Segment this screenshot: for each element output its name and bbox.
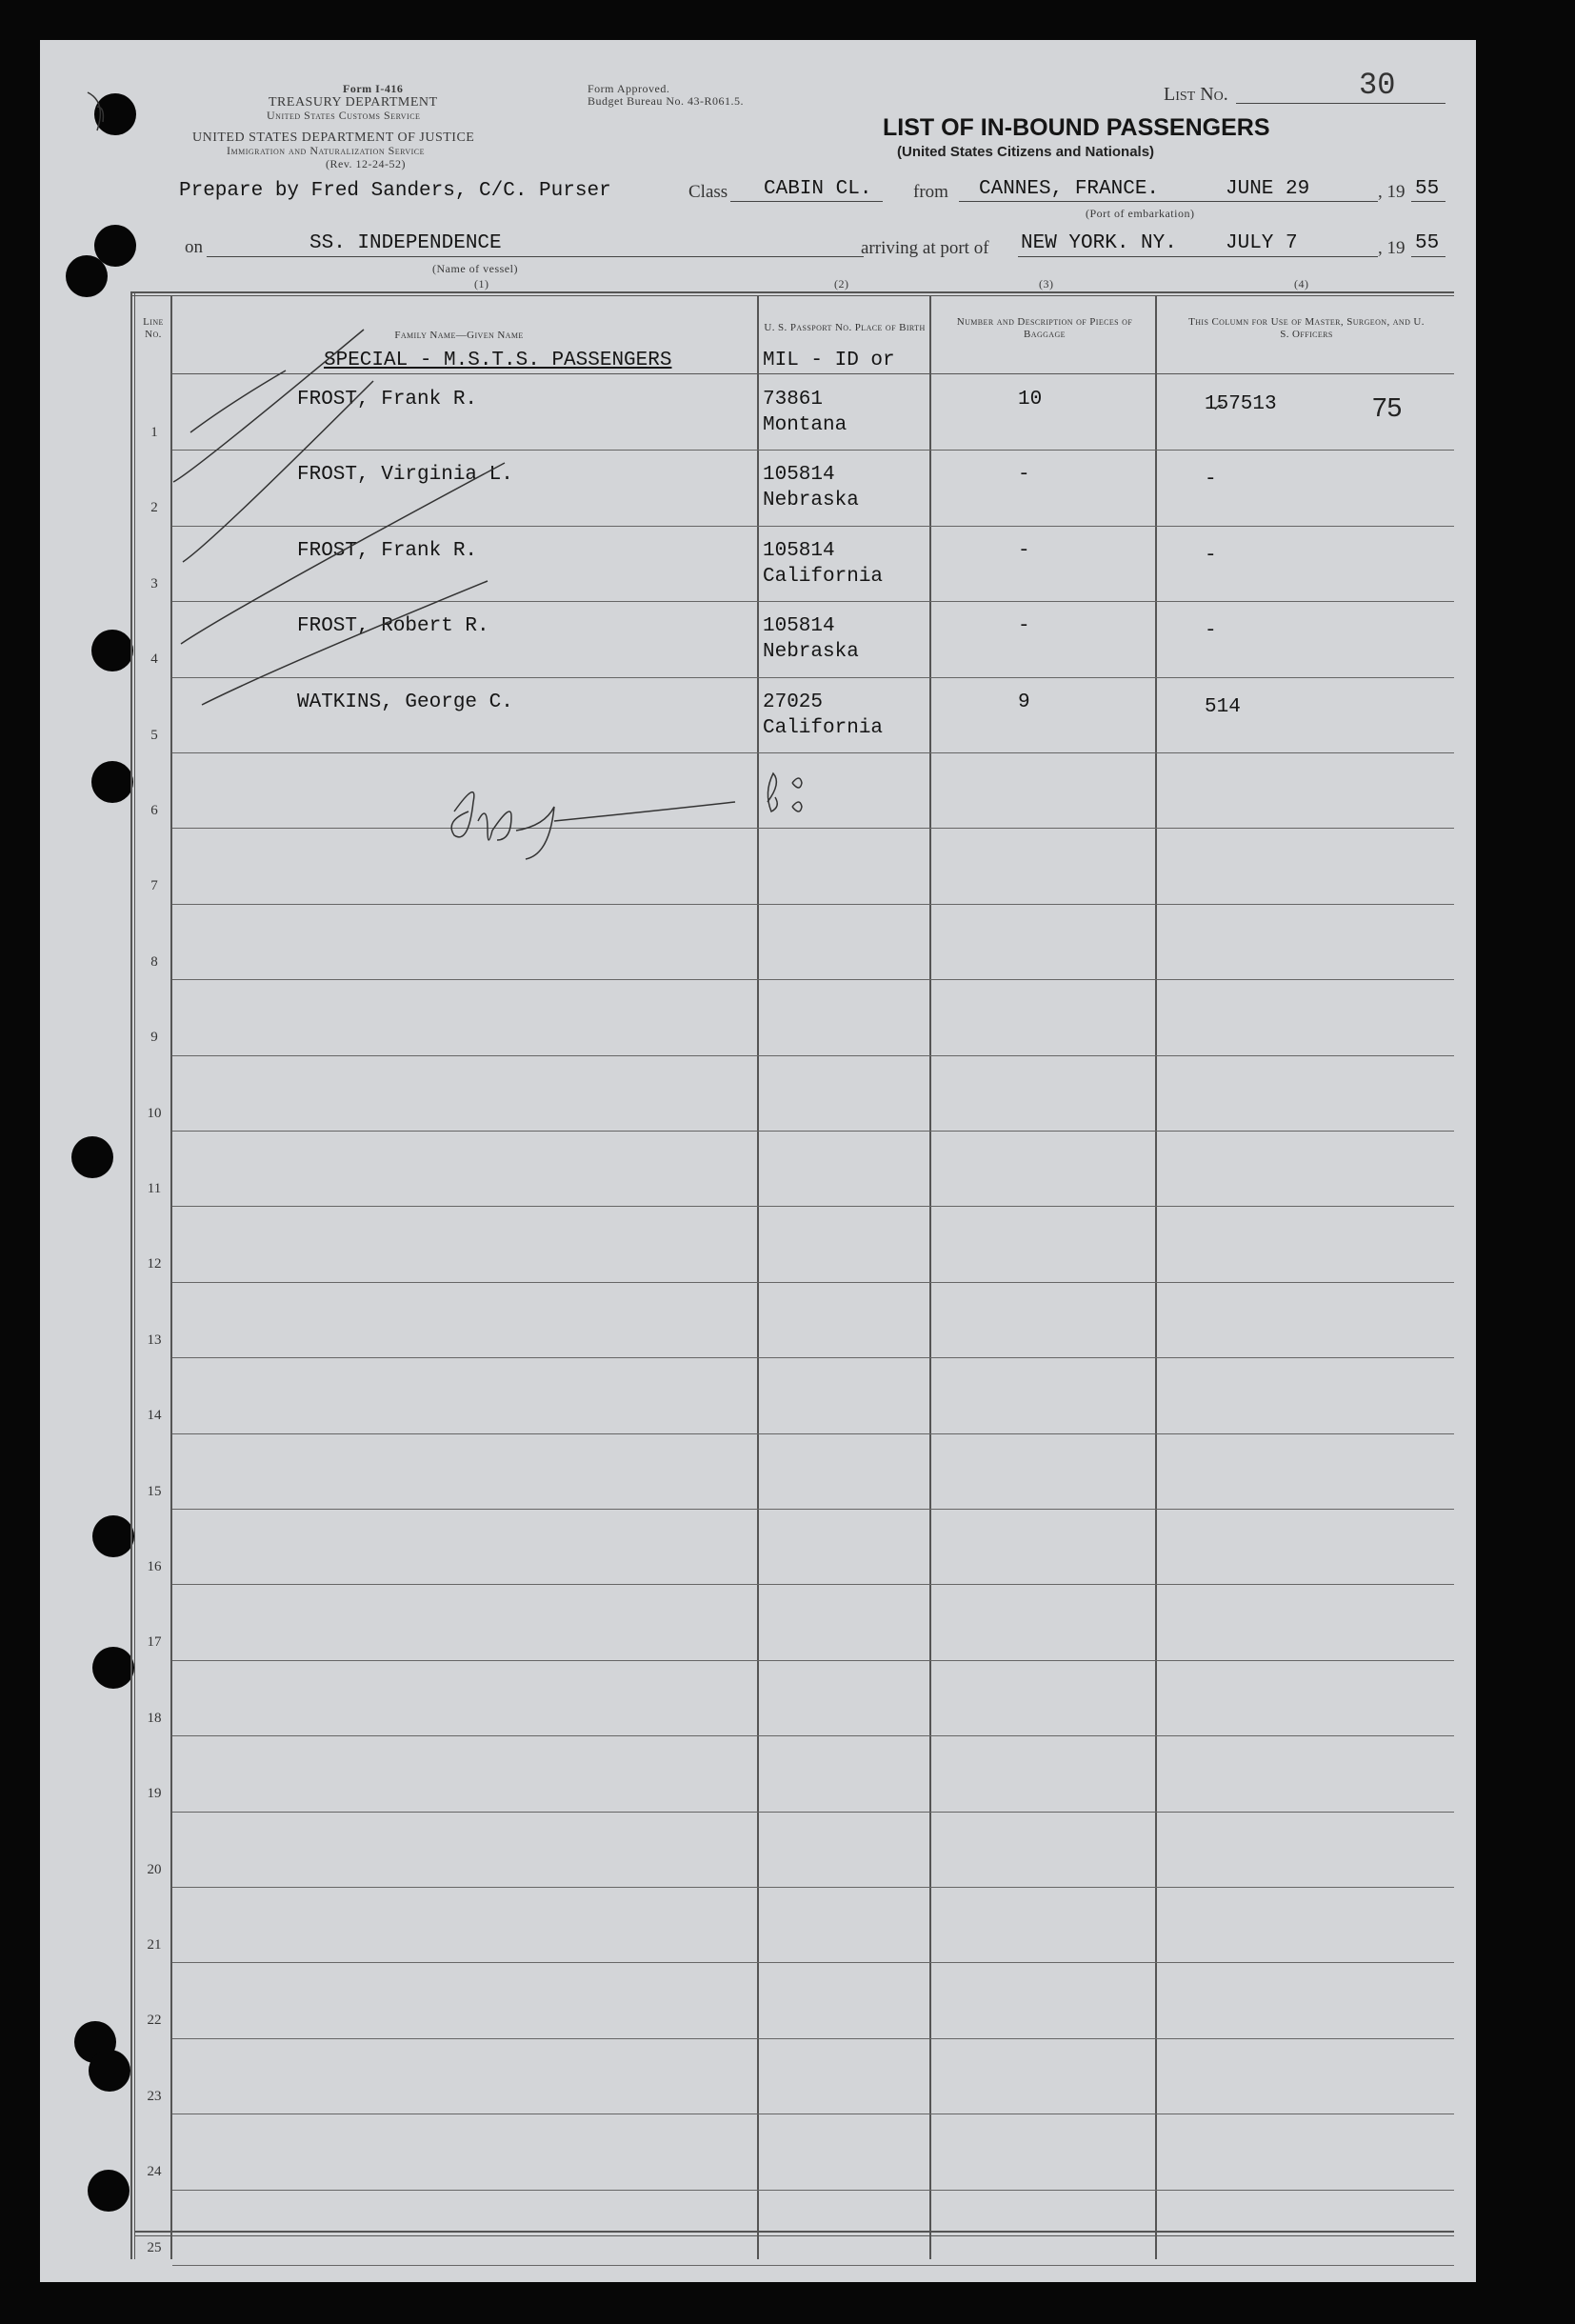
special-passengers-subheader: SPECIAL - M.S.T.S. PASSENGERS bbox=[324, 350, 672, 371]
column-number-3: (3) bbox=[1039, 277, 1054, 290]
officer-entry: - bbox=[1205, 544, 1217, 567]
baggage-count: 10 bbox=[1018, 389, 1043, 411]
line-number: 4 bbox=[150, 651, 158, 668]
place-of-birth: Montana bbox=[763, 414, 847, 436]
officer-annotation: 75 bbox=[1372, 392, 1403, 422]
baggage-count: - bbox=[1018, 615, 1030, 638]
baggage-count: - bbox=[1018, 464, 1030, 487]
mil-id-subheader: MIL - ID or bbox=[763, 350, 895, 371]
line-number: 20 bbox=[147, 1861, 162, 1877]
handwritten-check-marks bbox=[40, 40, 1476, 2282]
line-number: 13 bbox=[147, 1332, 162, 1348]
line-number: 5 bbox=[150, 727, 158, 743]
line-number: 23 bbox=[147, 2088, 162, 2104]
line-number: 10 bbox=[147, 1105, 162, 1121]
passport-number: 105814 bbox=[763, 464, 835, 487]
departure-year: 55 bbox=[1415, 178, 1440, 200]
passport-number: 105814 bbox=[763, 615, 835, 638]
port-of-embarkation-caption: (Port of embarkation) bbox=[1086, 207, 1195, 220]
passenger-name: WATKINS, George C. bbox=[297, 691, 513, 713]
list-no-label: List No. bbox=[1164, 84, 1228, 105]
officer-entry: - bbox=[1205, 469, 1217, 491]
vessel-name: SS. INDEPENDENCE bbox=[309, 232, 502, 254]
passport-number: 27025 bbox=[763, 691, 824, 713]
line-number: 19 bbox=[147, 1786, 162, 1802]
line-number: 18 bbox=[147, 1710, 162, 1726]
column-number-1: (1) bbox=[474, 277, 489, 290]
line-number: 17 bbox=[147, 1634, 162, 1651]
line-number: 25 bbox=[147, 2239, 162, 2255]
line-no-header: Line No. bbox=[143, 316, 164, 340]
column-number-4: (4) bbox=[1294, 277, 1309, 290]
line-number: 2 bbox=[150, 500, 158, 516]
form-title: LIST OF IN-BOUND PASSENGERS bbox=[883, 114, 1270, 141]
passport-number: 105814 bbox=[763, 539, 835, 562]
family-name-header: Family Name—Given Name bbox=[394, 330, 524, 341]
officers-header: This Column for Use of Master, Surgeon, and U. S. Officers bbox=[1188, 316, 1425, 340]
line-number: 14 bbox=[147, 1408, 162, 1424]
baggage-header: Number and Description of Pieces of Baggage bbox=[956, 316, 1133, 340]
place-of-birth: California bbox=[763, 716, 884, 739]
line-number: 9 bbox=[150, 1030, 158, 1046]
budget-bureau: Budget Bureau No. 43-R061.5. bbox=[588, 94, 744, 108]
arriving-label: arriving at port of bbox=[861, 238, 989, 258]
line-number: 7 bbox=[150, 878, 158, 894]
line-number: 6 bbox=[150, 803, 158, 818]
place-of-birth: Nebraska bbox=[763, 641, 859, 664]
line-number: 15 bbox=[147, 1483, 162, 1499]
passport-header: U. S. Passport No. Place of Birth bbox=[764, 322, 926, 333]
vessel-caption: (Name of vessel) bbox=[432, 262, 518, 275]
form-subtitle: (United States Citizens and Nationals) bbox=[897, 144, 1155, 160]
prepared-by: Prepare by Fred Sanders, C/C. Purser bbox=[179, 180, 611, 202]
departure-date: JUNE 29 bbox=[1226, 178, 1310, 200]
line-number: 11 bbox=[147, 1181, 162, 1196]
list-no-value: 30 bbox=[1359, 68, 1396, 103]
arrival-year-prefix: , 19 bbox=[1378, 238, 1406, 258]
baggage-count: 9 bbox=[1018, 691, 1030, 713]
department-of-justice: UNITED STATES DEPARTMENT OF JUSTICE bbox=[192, 130, 475, 145]
line-number: 21 bbox=[147, 1937, 162, 1953]
line-number: 22 bbox=[147, 2013, 162, 2029]
arrival-year: 55 bbox=[1415, 232, 1440, 254]
arrival-date: JULY 7 bbox=[1226, 232, 1298, 254]
line-number: 16 bbox=[147, 1559, 162, 1574]
line-number: 8 bbox=[150, 953, 158, 970]
class-label: Class bbox=[688, 182, 728, 202]
line-number: 1 bbox=[150, 425, 158, 440]
column-number-2: (2) bbox=[834, 277, 849, 290]
treasury-department: TREASURY DEPARTMENT bbox=[269, 95, 438, 110]
officer-entry: 514 bbox=[1205, 695, 1241, 718]
line-number: 12 bbox=[147, 1256, 162, 1272]
from-label: from bbox=[913, 182, 948, 202]
departure-year-prefix: , 19 bbox=[1378, 182, 1406, 202]
place-of-birth: Nebraska bbox=[763, 490, 859, 512]
officer-entry: - bbox=[1205, 620, 1217, 643]
form-number: Form I-416 bbox=[343, 82, 404, 95]
ins-service: Immigration and Naturalization Service bbox=[227, 144, 426, 157]
passenger-name: FROST, Frank R. bbox=[297, 539, 478, 562]
officer-entry: 157513 bbox=[1205, 393, 1277, 415]
place-of-birth: California bbox=[763, 565, 884, 588]
line-number: 24 bbox=[147, 2164, 162, 2180]
on-label: on bbox=[185, 237, 203, 257]
from-port: CANNES, FRANCE. bbox=[979, 178, 1160, 200]
passenger-name: FROST, Virginia L. bbox=[297, 464, 513, 487]
baggage-count: - bbox=[1018, 539, 1030, 562]
form-sheet bbox=[40, 40, 1476, 2282]
class-value: CABIN CL. bbox=[764, 178, 872, 200]
form-revision: (Rev. 12-24-52) bbox=[326, 157, 407, 170]
passenger-name: FROST, Robert R. bbox=[297, 615, 489, 638]
line-number: 3 bbox=[150, 575, 158, 591]
form-approved: Form Approved. bbox=[588, 82, 670, 95]
passenger-name: FROST, Frank R. bbox=[297, 389, 478, 411]
customs-service: United States Customs Service bbox=[267, 109, 421, 122]
passport-number: 73861 bbox=[763, 389, 824, 411]
arrival-port: NEW YORK. NY. bbox=[1021, 232, 1177, 254]
